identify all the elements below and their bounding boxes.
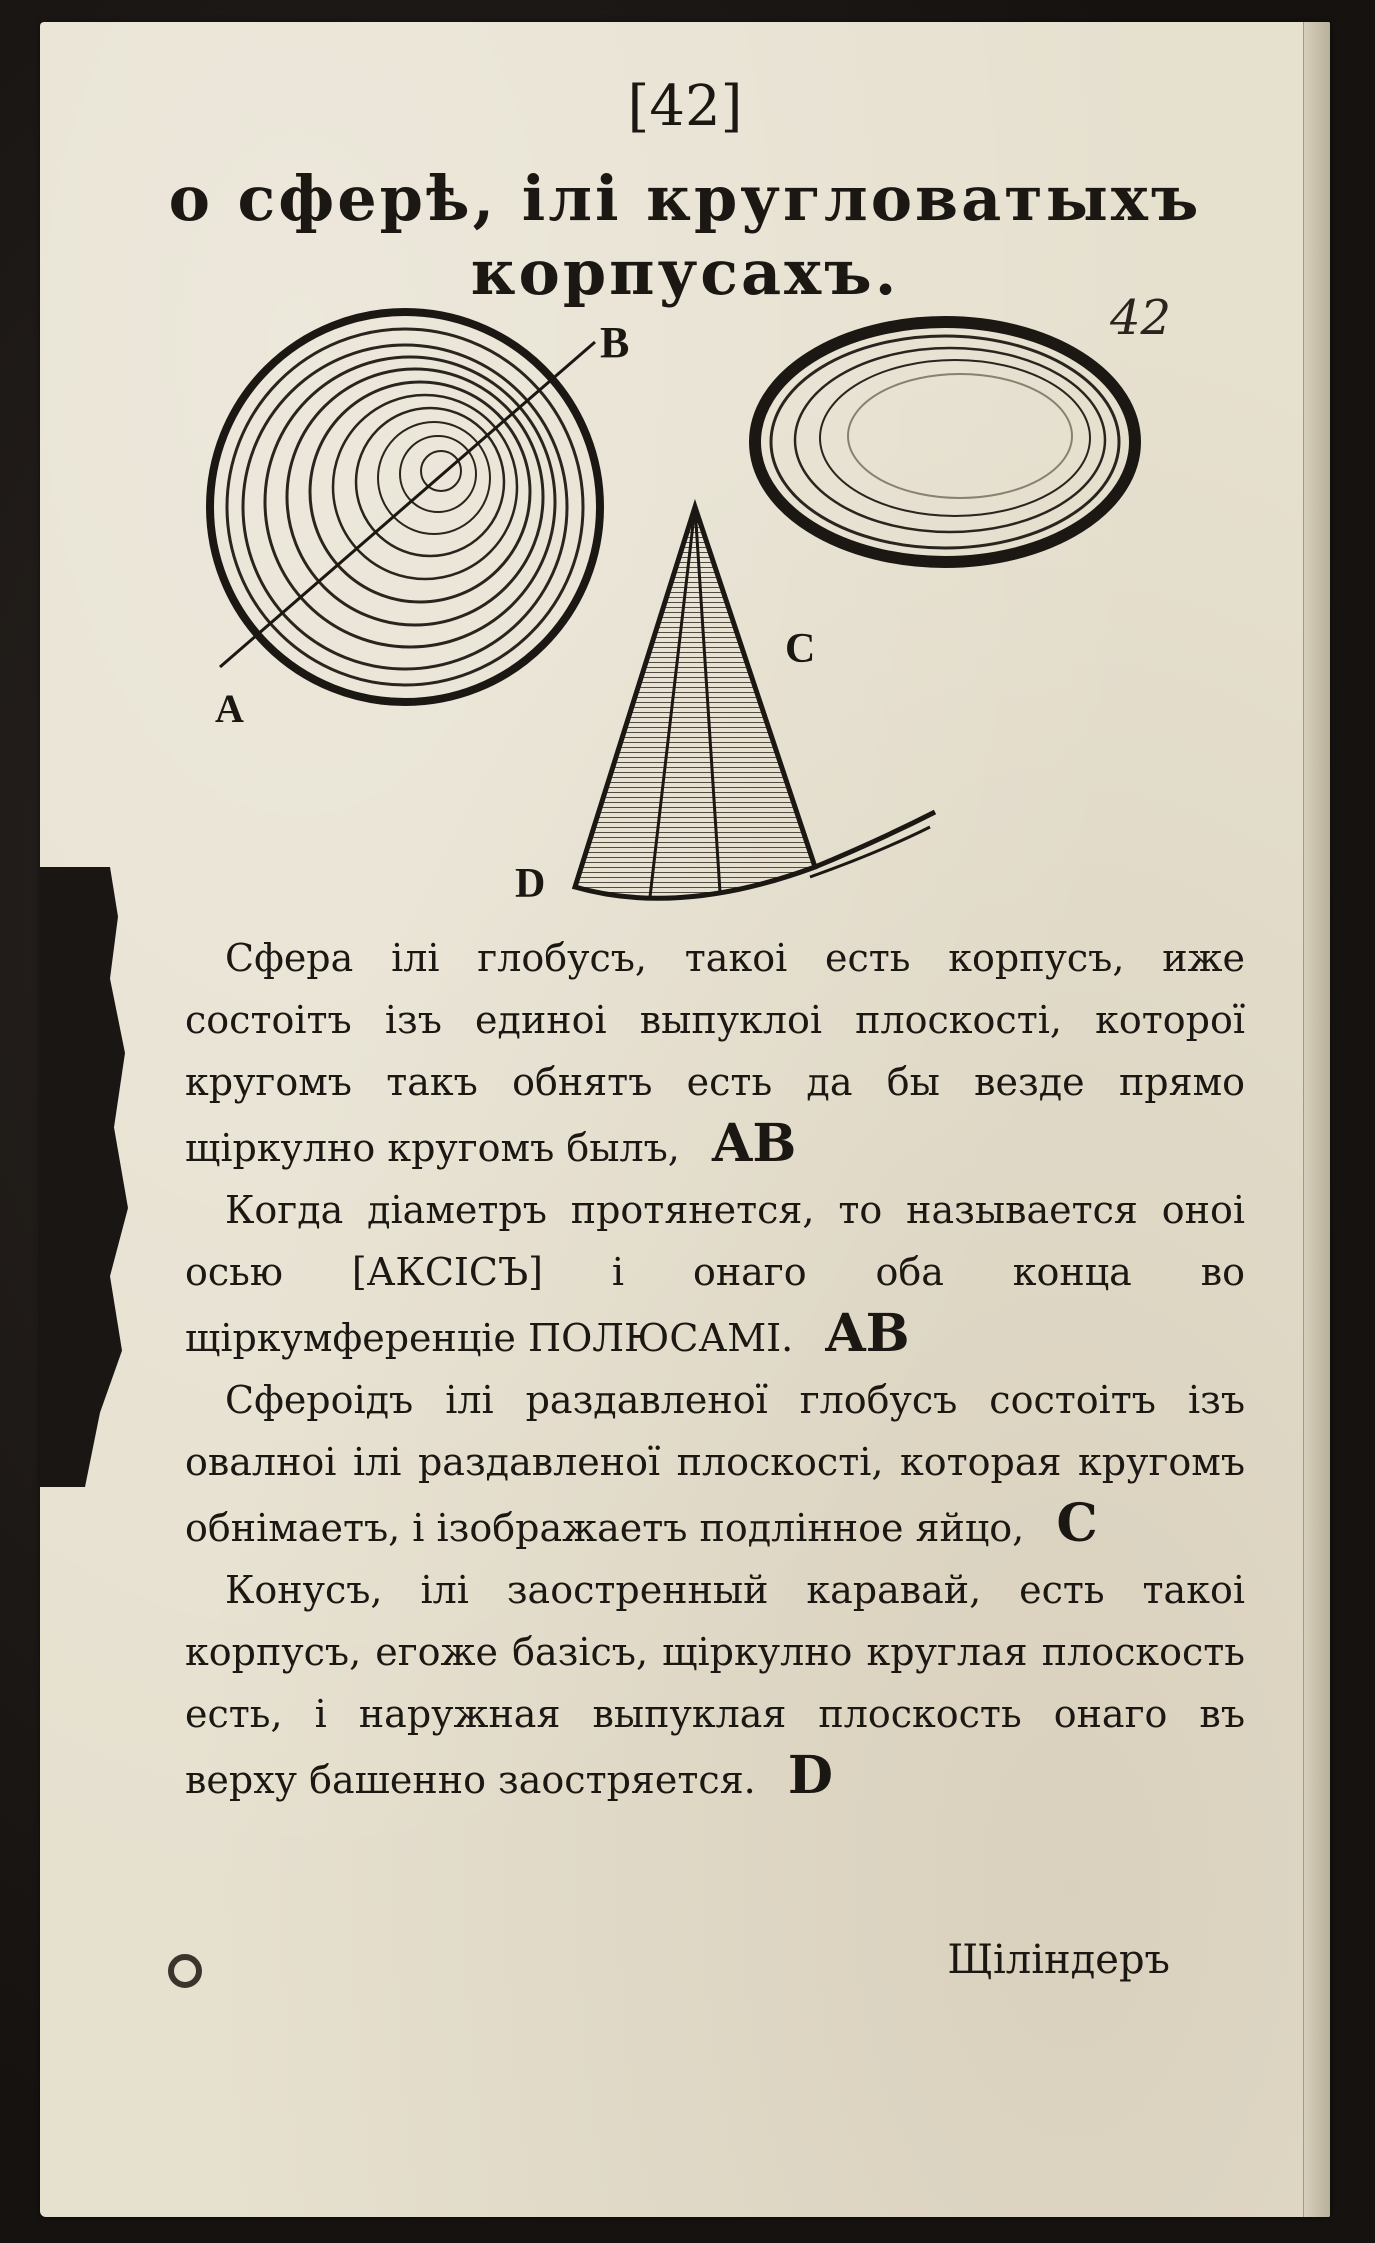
cone-definition: Конусъ, ілі заостренный каравай, есть такоі корпусъ, егоже базісъ, щіркулно круглая плоскость есть, і наружная выпуклая плоскость онаго въ верху башенно заостряется.	[185, 1568, 1245, 1802]
axis-definition: Когда діаметръ протянется, то называется оноі осью [АКСІСЪ] і онаго оба конца во щіркумференціе ПОЛЮСАМІ.	[185, 1188, 1245, 1360]
cone-reference: D	[787, 1745, 833, 1806]
torn-page-edge	[40, 867, 140, 1487]
body-text	[185, 927, 1245, 1811]
sphere-reference: AB	[711, 1113, 797, 1174]
margin-page-number: 42	[1110, 290, 1172, 346]
spheroid-definition: Сфероідъ ілі раздавленої глобусъ состоітъ ізъ овалноі ілі раздавленої плоскості, которая кругомъ обнімаетъ, і ізображаетъ подлінное яйцо,	[185, 1378, 1245, 1550]
cone-paragraph	[185, 1559, 1245, 1811]
axis-paragraph	[185, 1179, 1245, 1369]
page-number: [42]	[627, 74, 743, 139]
catchword: Щіліндеръ	[947, 1937, 1170, 1983]
page-gutter	[1303, 22, 1330, 2217]
geometric-figure-illustration	[160, 292, 1160, 912]
figure-label-d: D	[515, 861, 546, 907]
book-page	[40, 22, 1330, 2217]
sphere-drawing	[210, 312, 600, 702]
cone-drawing	[575, 507, 935, 898]
spheroid-paragraph	[185, 1369, 1245, 1559]
spheroid-reference: C	[1056, 1493, 1098, 1554]
page-title: о сферѣ, ілі кругловатыхъ корпусахъ.	[168, 162, 1202, 309]
figure-label-c: C	[785, 626, 816, 672]
sphere-definition: Сфера ілі глобусъ, такоі есть корпусъ, иже состоітъ ізъ единоі выпуклоі плоскості, которої кругомъ такъ обнятъ есть да бы везде прямо щіркулно кругомъ былъ,	[185, 936, 1245, 1170]
sphere-paragraph	[185, 927, 1245, 1179]
figure-label-b: B	[600, 318, 630, 367]
axis-reference: AB	[825, 1303, 910, 1364]
circle-ornament-icon	[168, 1954, 202, 1988]
figure-label-a: A	[215, 686, 244, 731]
spheroid-drawing	[755, 322, 1135, 562]
